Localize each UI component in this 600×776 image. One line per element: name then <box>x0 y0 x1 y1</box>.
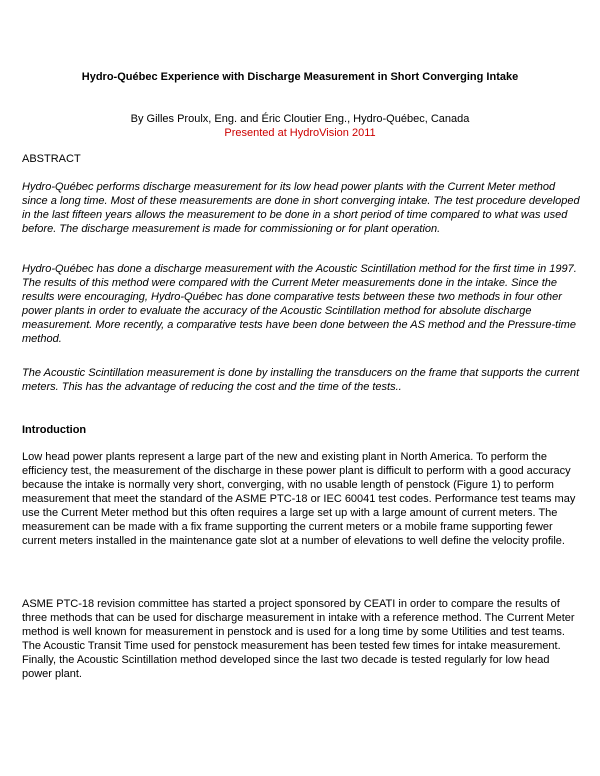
introduction-paragraph-text: ASME PTC-18 revision committee has started a project sponsored by CEATI in order to compare the results of three methods that can be used for discharge measurement in intake with a reference method. The Current Meter method is well known for measurement in penstock and is used for a long time by some Utilities and test teams. The Acoustic Transit Time used for penstock measurement has been tested few times for intake measurement. Finally, the Acoustic Scintillation method developed since the last two decade is tested regularly for low head power plant. <box>22 598 575 680</box>
introduction-paragraph-2 <box>22 597 582 681</box>
introduction-paragraph-1 <box>22 450 582 548</box>
abstract-paragraph-1 <box>22 180 582 236</box>
presented-at-line: Presented at HydroVision 2011 <box>224 127 376 139</box>
abstract-heading: ABSTRACT <box>22 153 81 165</box>
abstract-paragraph-text: Hydro-Québec has done a discharge measurement with the Acoustic Scintillation method for the first time in 1997. The results of this method were compared with the Current Meter measurements done in the intake. Since the results were encouraging, Hydro-Québec has done comparative tests between these two methods in four other power plants in order to evaluate the accuracy of the Acoustic Scintillation method for absolute discharge measurement. More recently, a comparative tests have been done between the AS method and the Pressure-time method. <box>22 263 577 345</box>
abstract-paragraph-text: Hydro-Québec performs discharge measurement for its low head power plants with the Current Meter method since a long time. Most of these measurements are done in short converging intake. The test procedure developed in the last fifteen years allows the measurement to be done in a short period of time compared to what was used before. The discharge measurement is made for commissioning or for plant operation. <box>22 181 580 235</box>
abstract-paragraph-text: The Acoustic Scintillation measurement is done by installing the transducers on the frame that supports the current meters. This has the advantage of reducing the cost and the time of the tests.. <box>22 367 580 393</box>
paper-title: Hydro-Québec Experience with Discharge Measurement in Short Converging Intake <box>81 71 519 83</box>
introduction-paragraph-text: Low head power plants represent a large part of the new and existing plant in North America. To perform the efficiency test, the measurement of the discharge in these power plant is difficult to perform with a good accuracy because the intake is normally very short, converging, with no usable length of penstock (Figure 1) to perform measurement that meet the standard of the ASME PTC-18 or IEC 60041 test codes. Performance test teams may use the Current Meter method but this often requires a large set up with a large amount of current meters. The measurement can be made with a fix frame supporting the current meters or a mobile frame supporting fewer current meters installed in the maintenance gate slot at a number of elevations to well define the velocity profile. <box>22 451 576 547</box>
abstract-paragraph-3 <box>22 366 582 394</box>
authors-line: By Gilles Proulx, Eng. and Éric Cloutier Eng., Hydro-Québec, Canada <box>130 113 470 125</box>
abstract-paragraph-2 <box>22 262 582 346</box>
byline <box>40 112 560 140</box>
introduction-heading: Introduction <box>22 424 87 436</box>
